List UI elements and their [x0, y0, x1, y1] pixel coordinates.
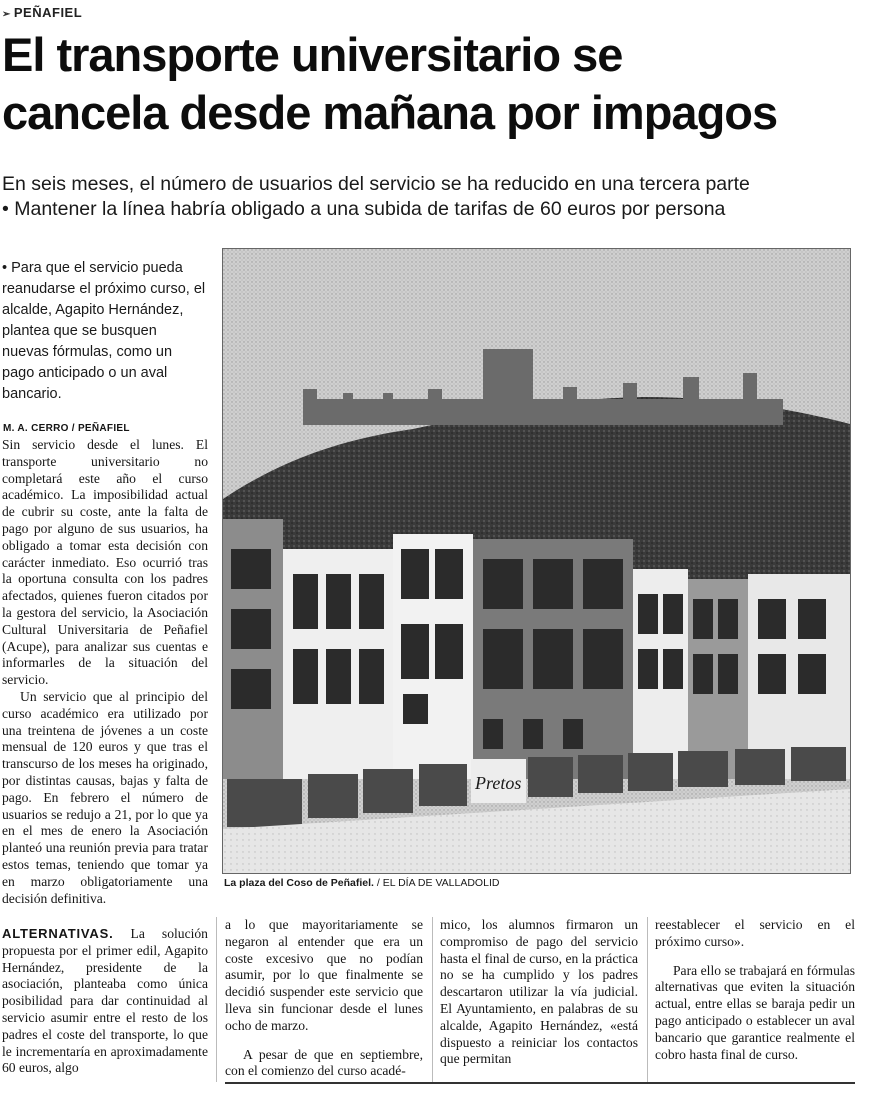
paragraph-1: Sin servicio desde el lunes. El transporte universitario no completará este año el curso académico. La imposibilidad actual de cubrir su coste, ante la falta de pago por alguno de sus usuarios, ha obligado a tomar esta decisión con carácter inmediato. Eso ocurrió tras la oportuna consulta con los padres afectados, quienes fueron citados por la gestora del servicio, la Asociación Cultural Universitaria de Peñafiel (Acupe), para analizar sus cuentas e informarles de la situación del servicio. [2, 437, 208, 688]
headline [2, 26, 862, 142]
lead-summary: • Para que el servicio pueda reanudarse el próximo curso, el alcalde, Agapito Hernández, plantea que se busquen nuevas fórmulas, como un pago anticipado o un aval bancario. [2, 260, 206, 402]
subhead-line-2: • Mantener la línea habría obligado a una subida de tarifas de 60 euros por persona [2, 198, 726, 220]
article-column-1-bottom [2, 926, 208, 1077]
headline-line-1: El transporte universitario se [2, 28, 623, 81]
subheadline [2, 172, 867, 222]
article-column-2 [225, 917, 423, 1080]
column-divider [647, 917, 648, 1082]
paragraph-c3b: Para ello se trabajará en fórmulas alternativas que eviten la situación actual, entre ellas se baraja pedir un pago anticipado o establecer un aval bancario que garantice realmente el cobro hasta final de curso. [655, 962, 855, 1062]
headline-line-2: cancela desde mañana por impagos [2, 86, 778, 139]
section-label: PEÑAFIEL [13, 5, 83, 20]
column-divider [216, 917, 217, 1082]
bottom-rule [225, 1082, 855, 1084]
article-column-3 [440, 917, 638, 1068]
caption-text: La plaza del Coso de Peñafiel. [224, 877, 374, 889]
column-divider [432, 917, 433, 1082]
byline: M. A. CERRO / PEÑAFIEL [3, 423, 130, 434]
paragraph-c3a: reestablecer el servicio en el próximo curso». [655, 917, 855, 949]
section-kicker: ALTERNATIVAS. [2, 926, 114, 941]
section-arrow-icon: ➢ [2, 9, 11, 20]
article-column-4 [655, 917, 855, 1063]
paragraph-c2: mico, los alumnos firmaron un compromiso de pago del servicio hasta el final de curso, en la práctica no se ha cumplido y los padres descartaron utilizar la vía judicial. El Ayuntamiento, en palabras de su alcalde, Agapito Hernández, «está dispuesto a reiniciar los contactos que permitan [440, 917, 638, 1067]
paragraph-c1b: A pesar de que en septiembre, con el comienzo del curso acadé- [225, 1046, 423, 1079]
caption-credit: / EL DÍA DE VALLADOLID [376, 877, 500, 889]
news-photo [222, 248, 851, 874]
paragraph-2: Un servicio que al principio del curso académico era utilizado por una treintena de jóvenes a un coste mensual de 120 euros y que tras el transcurso de los meses ha originado, por distintas causas, bajas y falta de pago. En febrero el número de usuarios se redujo a 21, por lo que ya en el mes de enero la Asociación planteó una reunión previa para tratar estos temas, teniendo que tomar ya en marzo obligatoriamente una decisión definitiva. [2, 688, 208, 906]
paragraph-alternativas [2, 926, 208, 1077]
photo-caption [224, 877, 499, 889]
section-tag [2, 5, 82, 20]
sign-text: Pretos [475, 773, 522, 793]
paragraph-3: La solución propuesta por el primer edil, Agapito Hernández, presidente de la asociación, planteaba como única posibilidad para dar continuidad al servicio asumir entre el resto de los padres el coste del transporte, lo que le incrementaría en aproximadamente 60 euros, algo [2, 926, 208, 1076]
photo-plaza-coso [223, 249, 850, 873]
article-column-1 [2, 437, 208, 907]
paragraph-c1a: a lo que mayoritariamente se negaron al entender que era un coste excesivo que no podían asumir, por lo que finalmente se decidió suspender este servicio que lleva sin funcionar desde el lunes ocho de marzo. [225, 917, 423, 1033]
subhead-line-1: En seis meses, el número de usuarios del servicio se ha reducido en una tercera parte [2, 173, 750, 195]
